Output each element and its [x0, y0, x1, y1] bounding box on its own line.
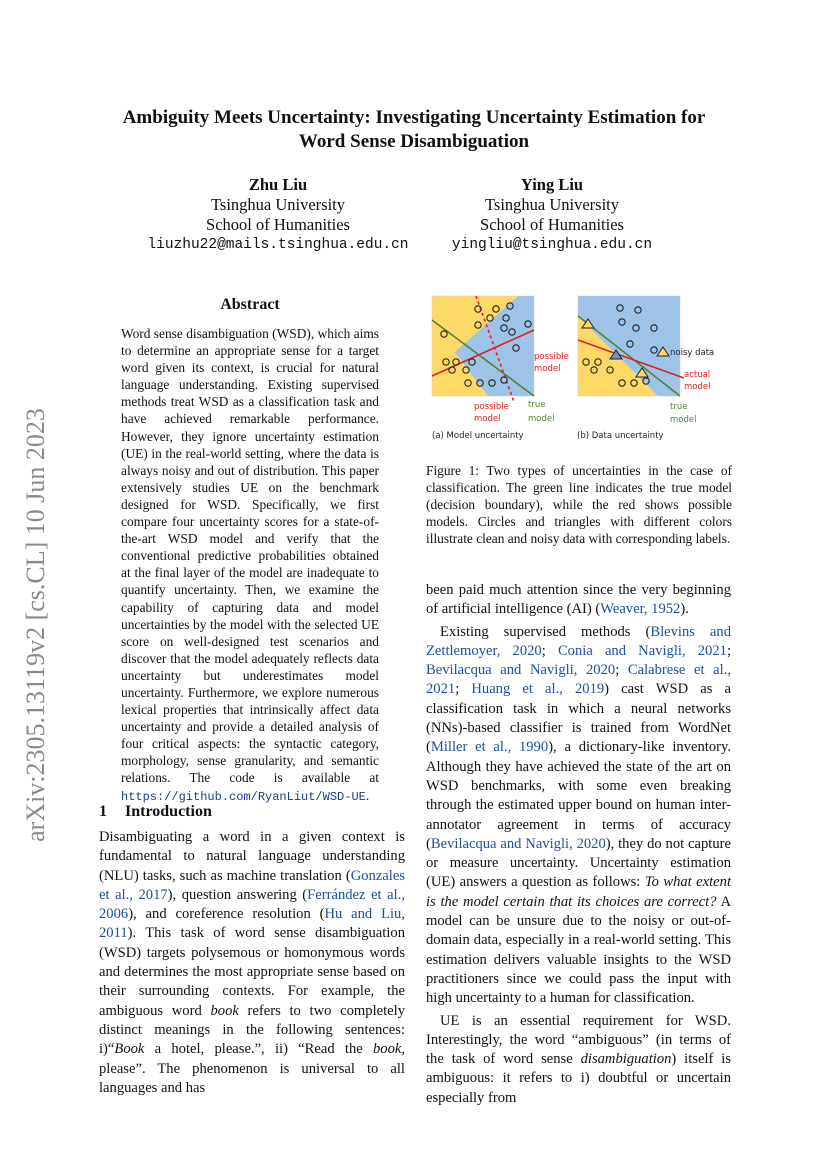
- text-run: ;: [615, 662, 628, 679]
- paragraph: [426, 623, 731, 1009]
- panel-b-caption: (b) Data uncertainty: [577, 431, 664, 441]
- panel-data-uncertainty: [577, 296, 714, 441]
- possible-model-label: possible: [474, 402, 509, 412]
- figure-caption: Figure 1: Two types of uncertainties in the case of classification. The green line indicates the true model (decision boundary), while the red shows possible models. Circles and triangles with different colors illustrate clean and noisy data with corresponding labels.: [426, 463, 732, 547]
- text-run: a hotel, please.”, ii) “Read the: [144, 1041, 373, 1058]
- panel-a-caption: (a) Model uncertainty: [432, 431, 524, 441]
- author-block: [128, 175, 428, 255]
- author-email[interactable]: liuzhu22@mails.tsinghua.edu.cn: [147, 237, 409, 253]
- italic-text: To what extent is the model certain that its choices are correct?: [426, 874, 732, 910]
- panel-model-uncertainty: [432, 296, 569, 441]
- true-model-label: true: [528, 400, 546, 410]
- text-run: ;: [541, 642, 558, 659]
- author-department: School of Humanities: [480, 215, 624, 234]
- text-run: ) itself is ambiguous: it refers to i) doubtful or uncertain especially from: [426, 1051, 731, 1106]
- author-email[interactable]: yingliu@tsinghua.edu.cn: [451, 237, 653, 253]
- text-run: Disambiguating a word in a given context is fundamental to natural language understanding (NLU) tasks, such as machine translation (: [99, 829, 405, 884]
- actual-model-label: model: [684, 382, 711, 392]
- citation-link[interactable]: Bevilacqua and Navigli, 2020: [426, 662, 616, 679]
- text-run: ), and coreference resolution (: [128, 906, 325, 923]
- possible-model-label: model: [474, 414, 501, 424]
- author-block: [402, 175, 702, 255]
- title-line: Word Sense Disambiguation: [298, 131, 530, 152]
- text-run: , please”. The phenomenon is universal to all languages and has: [99, 1041, 405, 1096]
- paper-title: [90, 106, 738, 154]
- citation-link[interactable]: Calabrese et al., 2021: [426, 662, 731, 698]
- text-run: refers to two completely distinct meanings in the following sentences: i)“: [99, 1002, 405, 1058]
- text-run: A model can be unsure due to the noisy or out-of-domain data, especially in a real-world setting. This estimation delivers valuable insights to the WSD practitioners since we could pass the input with high uncertainty to a human for classification.: [426, 893, 731, 1007]
- author-department: School of Humanities: [206, 215, 350, 234]
- true-model-label: model: [670, 415, 697, 425]
- paragraph: [426, 1012, 731, 1108]
- abstract-period: .: [365, 787, 370, 803]
- citation-link[interactable]: Ferrández et al., 2006: [99, 886, 405, 923]
- arxiv-identifier: [16, 370, 56, 880]
- text-run: UE is an essential requirement for WSD. Interestingly, the word “ambiguous” (in terms of the task of word sense: [426, 1012, 731, 1068]
- citation-link[interactable]: Gonzales et al., 2017: [99, 867, 405, 903]
- paragraph: [426, 581, 731, 620]
- true-model-label: model: [528, 414, 555, 424]
- title-line: Ambiguity Meets Uncertainty: Investigating Uncertainty Estimation for: [122, 107, 706, 128]
- figure-1: [428, 292, 732, 452]
- citation-link[interactable]: Weaver, 1952: [600, 601, 681, 618]
- text-run: ), question answering (: [167, 886, 308, 903]
- abstract-heading: Abstract: [220, 296, 280, 313]
- italic-text: Book: [114, 1041, 145, 1058]
- citation-link[interactable]: Bevilacqua and Navigli, 2020: [430, 835, 606, 852]
- author-name: Ying Liu: [520, 175, 584, 194]
- code-link[interactable]: https://github.com/RyanLiut/WSD-UE: [121, 789, 366, 804]
- text-run: ). This task of word sense disambiguation (WSD) targets polysemous or homonymous words and determines the most appropriate sense based on their surrounding contexts. For example, the ambiguous word: [99, 925, 405, 1019]
- abstract-body-text: Word sense disambiguation (WSD), which aims to determine an appropriate sense for a target word given its context, is crucial for natural language understanding. Existing supervised methods treat WSD as a classification task and have achieved remarkable performance. However, they ignore uncertainty estimation (UE) in the real-world setting, where the data is always noisy and out of distribution. This paper extensively studies UE on the benchmark designed for WSD. Specifically, we first compare four uncertainty scores for a state-of-the-art WSD model and verify that the conventional predictive probabilities obtained at the final layer of the model are inadequate to quantify uncertainty. Then, we examine the capability of capturing data and model uncertainties by the model with the selected UE score on well-designed test scenarios and discover that the model adequately reflects data uncertainty but underestimates model uncertainty. Furthermore, we explore numerous lexical properties that intrinsically affect data uncertainty and provide a detailed analysis of four critical aspects: the syntactic category, morphology, sense granularity, and semantic relations. The code is available at: [121, 326, 379, 786]
- citation-link[interactable]: Conia and Navigli, 2021: [557, 642, 727, 659]
- noisy-data-label: noisy data: [670, 348, 715, 358]
- text-run: ), they do not capture or measure uncertainty. Uncertainty estimation (UE) answers a question as follows:: [426, 835, 731, 891]
- author-name: Zhu Liu: [248, 175, 308, 194]
- text-run: been paid much attention since the very beginning of artificial intelligence (AI) (: [426, 582, 731, 618]
- abstract-text: [121, 325, 379, 806]
- text-run: Existing supervised methods (: [440, 623, 651, 640]
- section-heading: [99, 803, 212, 821]
- text-run: ).: [680, 601, 689, 618]
- section-number: 1: [99, 803, 107, 820]
- section-title: Introduction: [125, 803, 212, 820]
- intro-paragraph: [99, 828, 405, 1098]
- paragraph: [99, 828, 405, 1098]
- author-affiliation: Tsinghua University: [210, 195, 346, 214]
- italic-text: book: [372, 1041, 402, 1058]
- citation-link[interactable]: Hu and Liu, 2011: [99, 906, 405, 942]
- text-run: ;: [726, 642, 731, 659]
- italic-text: disambiguation: [580, 1051, 672, 1068]
- citation-link[interactable]: Blevins and Zettlemoyer, 2020: [426, 623, 731, 659]
- text-run: ;: [455, 681, 472, 698]
- arxiv-identifier-text: arXiv:2305.13119v2 [cs.CL] 10 Jun 2023: [21, 408, 50, 842]
- right-column-text: [426, 581, 731, 1108]
- possible-model-label: model: [534, 364, 561, 374]
- text-run: ), a dictionary-like inventory. Although they have achieved the state of the art on WSD benchmarks, with some even breaking through the estimated upper bound on human inter-annotator agreement in terms of accuracy (: [426, 739, 731, 852]
- text-run: ) cast WSD as a classification task in which a neural networks (NNs)-based classifier is trained from WordNet (: [426, 681, 731, 756]
- possible-model-label: possible: [534, 352, 569, 362]
- true-model-label: true: [670, 402, 688, 412]
- italic-text: book: [210, 1002, 239, 1019]
- citation-link[interactable]: Miller et al., 1990: [430, 739, 549, 756]
- actual-model-label: actual: [684, 370, 711, 380]
- citation-link[interactable]: Huang et al., 2019: [471, 681, 605, 698]
- author-affiliation: Tsinghua University: [484, 195, 620, 214]
